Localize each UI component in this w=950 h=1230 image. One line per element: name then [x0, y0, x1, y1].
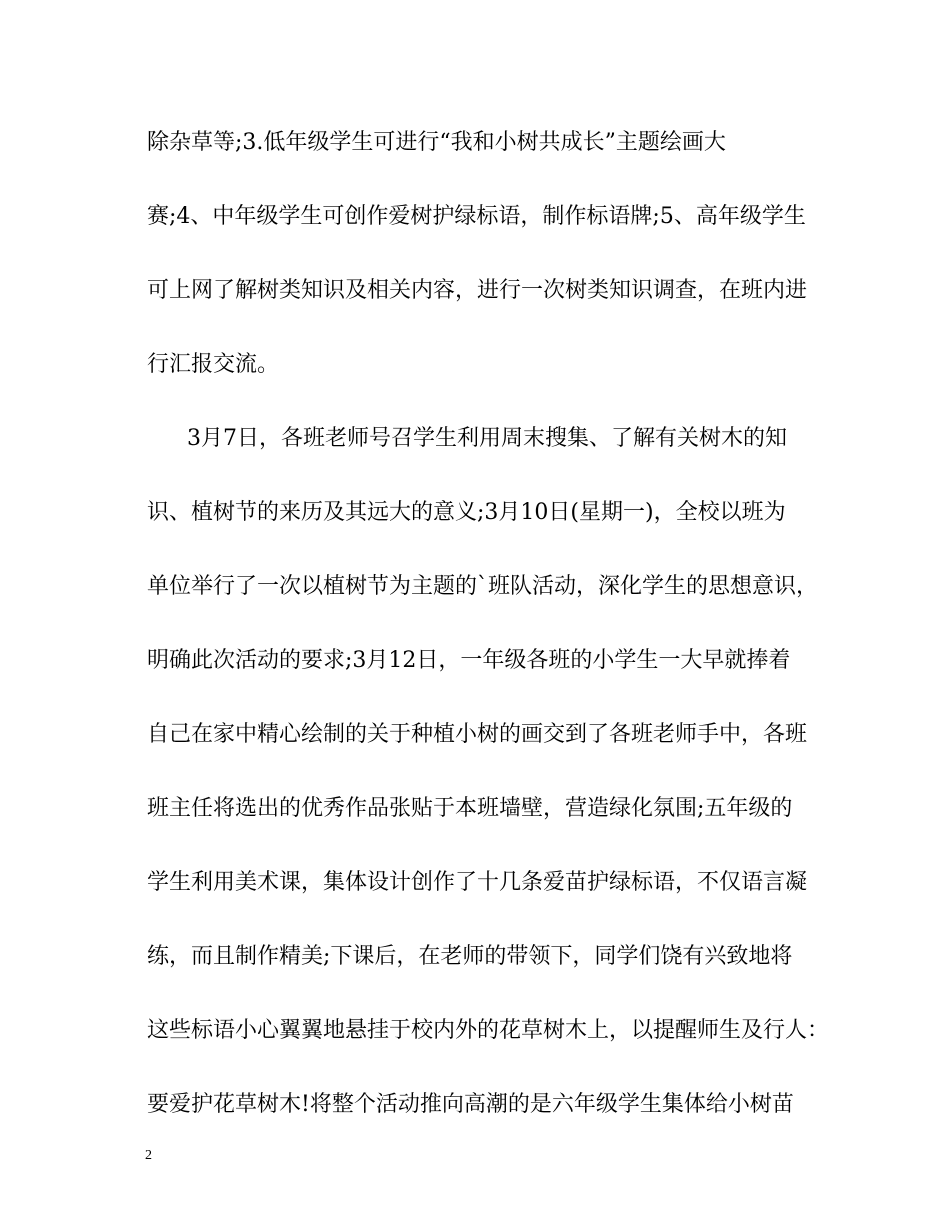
text-line: 这些标语小心翼翼地悬挂于校内外的花草树木上，以提醒师生及行人：: [147, 1018, 830, 1043]
text-line: 除杂草等;3.低年级学生可进行“我和小树共成长”主题绘画大: [147, 130, 726, 155]
text-line: 班主任将选出的优秀作品张贴于本班墙壁，营造绿化氛围;五年级的: [147, 796, 793, 821]
text-line: 可上网了解树类知识及相关内容，进行一次树类知识调查，在班内进: [147, 278, 808, 303]
paragraph-first-line: 3月7日，各班老师号召学生利用周末搜集、了解有关树木的知: [187, 426, 787, 451]
text-line: 赛;4、中年级学生可创作爱树护绿标语，制作标语牌;5、高年级学生: [147, 204, 806, 229]
text-line: 识、植树节的来历及其远大的意义;3月10日(星期一)，全校以班为: [147, 500, 786, 525]
text-line: 自己在家中精心绘制的关于种植小树的画交到了各班老师手中，各班: [147, 722, 808, 747]
text-line: 行汇报交流。: [147, 352, 280, 377]
page-number: 2: [145, 1148, 152, 1163]
text-line: 练，而且制作精美;下课后，在老师的带领下，同学们饶有兴致地将: [147, 944, 793, 969]
text-line: 单位举行了一次以植树节为主题的`班队活动，深化学生的思想意识，: [147, 574, 819, 599]
text-line: 学生利用美术课，集体设计创作了十几条爱苗护绿标语，不仅语言凝: [147, 870, 808, 895]
text-line: 明确此次活动的要求;3月12日，一年级各班的小学生一大早就捧着: [147, 648, 791, 673]
text-line: 要爱护花草树木!将整个活动推向高潮的是六年级学生集体给小树苗: [147, 1092, 794, 1117]
